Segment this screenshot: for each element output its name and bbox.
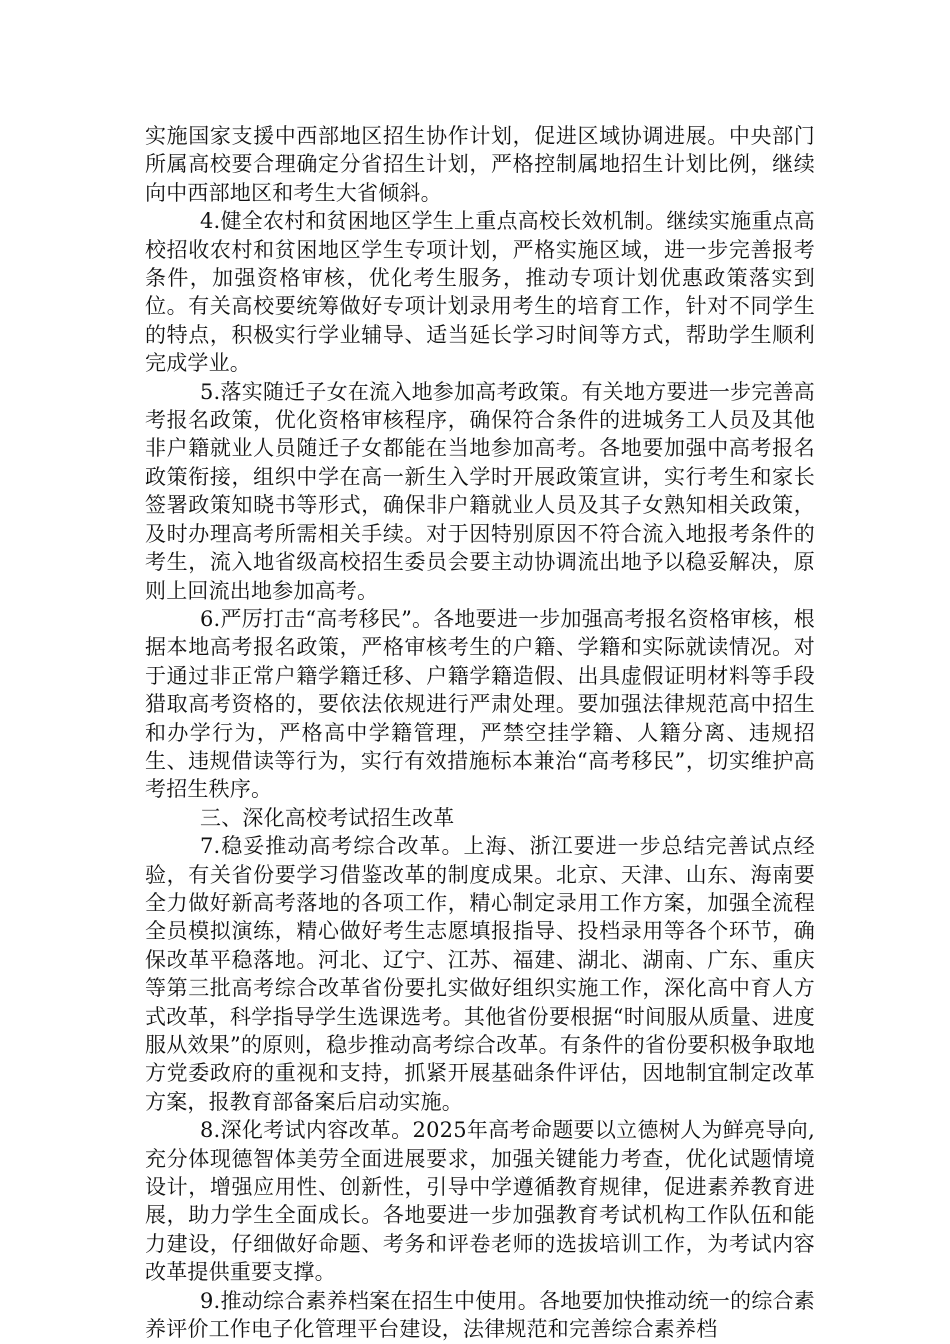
paragraph-2: 4.健全农村和贫困地区学生上重点高校长效机制。继续实施重点高校招收农村和贫困地区学生专项计划，严格实施区域，进一步完善报考条件，加强资格审核，优化考生服务，推动专项计划优惠政策落实到位。有关高校要统筹做好专项计划录用考生的培育工作，针对不同学生的特点，积极实行学业辅导、适当延长学习时间等方式，帮助学生顺利完成学业。 [145, 209, 815, 376]
paragraph-3: 5.落实随迁子女在流入地参加高考政策。有关地方要进一步完善高考报名政策，优化资格审核程序，确保符合条件的进城务工人员及其他非户籍就业人员随迁子女都能在当地参加高考。各地要加强中高考报名政策衔接，组织中学在高一新生入学时开展政策宣讲，实行考生和家长签署政策知晓书等形式，确保非户籍就业人员及其子女熟知相关政策，及时办理高考所需相关手续。对于因特别原因不符合流入地报考条件的考生，流入地省级高校招生委员会要主动协调流出地予以稳妥解决，原则上回流出地参加高考。 [145, 379, 815, 603]
paragraph-7: 9.推动综合素养档案在招生中使用。各地要加快推动统一的综合素养评价工作电子化管理平台建设，法律规范和完善综合素养档 [145, 1288, 815, 1342]
paragraph-5: 7.稳妥推动高考综合改革。上海、浙江要进一步总结完善试点经验，有关省份要学习借鉴改革的制度成果。北京、天津、山东、海南要全力做好新高考落地的各项工作，精心制定录用工作方案，加强全流程全员模拟演练，精心做好考生志愿填报指导、投档录用等各个环节，确保改革平稳落地。河北、辽宁、江苏、福建、湖北、湖南、广东、重庆等第三批高考综合改革省份要扎实做好组织实施工作，深化高中育人方式改革，科学指导学生选课选考。其他省份要根据“时间服从质量、进度服从效果”的原则，稳步推动高考综合改革。有条件的省份要积极争取地方党委政府的重视和支持，抓紧开展基础条件评估，因地制宜制定改革方案，报教育部备案后启动实施。 [145, 834, 815, 1114]
paragraph-6: 8.深化考试内容改革。2025年高考命题要以立德树人为鲜亮导向,充分体现德智体美劳全面进展要求，加强关键能力考查，优化试题情境设计，增强应用性、创新性，引导中学遵循教育规律，促进素养教育进展，助力学生全面成长。各地要进一步加强教育考试机构工作队伍和能力建设，仔细做好命题、考务和评卷老师的选拔培训工作，为考试内容改革提供重要支撑。 [145, 1118, 815, 1285]
section-heading: 三、深化高校考试招生改革 [200, 805, 455, 830]
paragraph-4: 6.严厉打击“高考移民”。各地要进一步加强高考报名资格审核，根据本地高考报名政策，严格审核考生的户籍、学籍和实际就读情况。对于通过非正常户籍学籍迁移、户籍学籍造假、出具虚假证明材料等手段猎取高考资格的，要依法依规进行严肃处理。要加强法律规范高中招生和办学行为，严格高中学籍管理，严禁空挂学籍、人籍分离、违规招生、违规借读等行为，实行有效措施标本兼治“高考移民”，切实维护高考招生秩序。 [145, 606, 815, 802]
document-body [145, 122, 815, 1343]
paragraph-1: 实施国家支援中西部地区招生协作计划，促进区域协调进展。中央部门所属高校要合理确定分省招生计划，严格控制属地招生计划比例，继续向中西部地区和考生大省倾斜。 [145, 124, 815, 205]
